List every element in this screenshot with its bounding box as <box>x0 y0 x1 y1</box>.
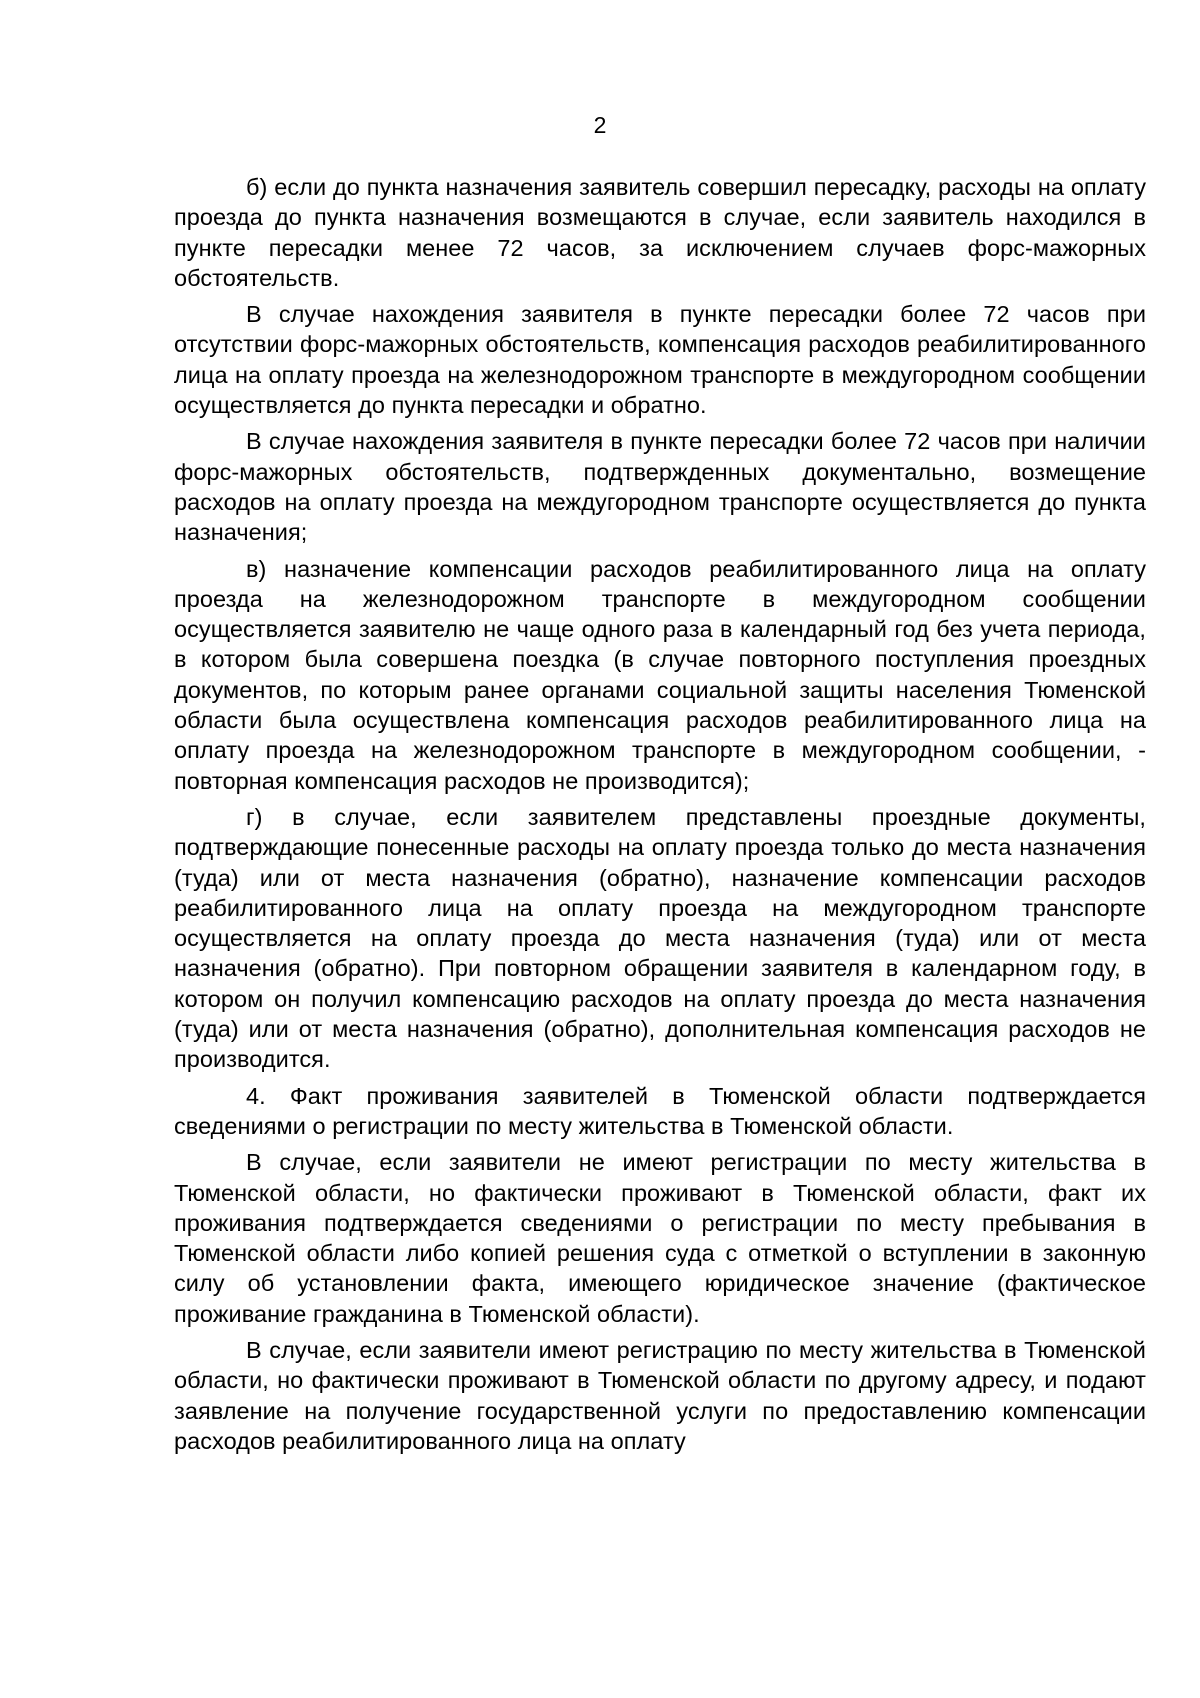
document-body <box>174 172 1146 1456</box>
paragraph-no-registration: В случае, если заявители не имеют регистрации по месту жительства в Тюменской области, но фактически проживают в Тюменской области, факт их проживания подтверждается сведениями о регистрации по месту пребывания в Тюменской области либо копией решения суда с отметкой о вступлении в законную силу об установлении факта, имеющего юридическое значение (фактическое проживание гражданина в Тюменской области). <box>174 1149 1146 1327</box>
paragraph-v-frequency: в) назначение компенсации расходов реабилитированного лица на оплату проезда на железнодорожном транспорте в междугородном сообщении осуществляется заявителю не чаще одного раза в календарный год без учета периода, в котором была совершена поездка (в случае повторного поступления проездных документов, по которым ранее органами социальной защиты населения Тюменской области была осуществлена компенсация расходов реабилитированного лица на оплату проезда на железнодорожном транспорте в междугородном сообщении, - повторная компенсация расходов не производится); <box>174 555 1146 794</box>
paragraph-4-residence: 4. Факт проживания заявителей в Тюменской области подтверждается сведениями о регистрации по месту жительства в Тюменской области. <box>174 1082 1146 1139</box>
paragraph-other-address: В случае, если заявители имеют регистрацию по месту жительства в Тюменской области, но фактически проживают в Тюменской области по другому адресу, и подают заявление на получение государственной услуги по предоставлению компенсации расходов реабилитированного лица на оплату <box>174 1336 1146 1454</box>
paragraph-transfer-force-majeure: В случае нахождения заявителя в пункте пересадки более 72 часов при наличии форс-мажорных обстоятельств, подтвержденных документально, возмещение расходов на оплату проезда на междугородном транспорте осуществляется до пункта назначения; <box>174 428 1146 546</box>
paragraph-transfer-no-force-majeure: В случае нахождения заявителя в пункте пересадки более 72 часов при отсутствии форс-мажорных обстоятельств, компенсация расходов реабилитированного лица на оплату проезда на железнодорожном транспорте в междугородном сообщении осуществляется до пункта пересадки и обратно. <box>174 301 1146 419</box>
paragraph-g-one-way: г) в случае, если заявителем представлены проездные документы, подтверждающие понесенные расходы на оплату проезда только до места назначения (туда) или от места назначения (обратно), назначение компенсации расходов реабилитированного лица на оплату проезда на междугородном транспорте осуществляется на оплату проезда до места назначения (туда) или от места назначения (обратно). При повторном обращении заявителя в календарном году, в котором он получил компенсацию расходов на оплату проезда до места назначения (туда) или от места назначения (обратно), дополнительная компенсация расходов не производится. <box>174 803 1146 1073</box>
page-number: 2 <box>593 112 607 138</box>
paragraph-b-transfer: б) если до пункта назначения заявитель совершил пересадку, расходы на оплату проезда до пункта назначения возмещаются в случае, если заявитель находился в пункте пересадки менее 72 часов, за исключением случаев форс-мажорных обстоятельств. <box>174 174 1146 291</box>
